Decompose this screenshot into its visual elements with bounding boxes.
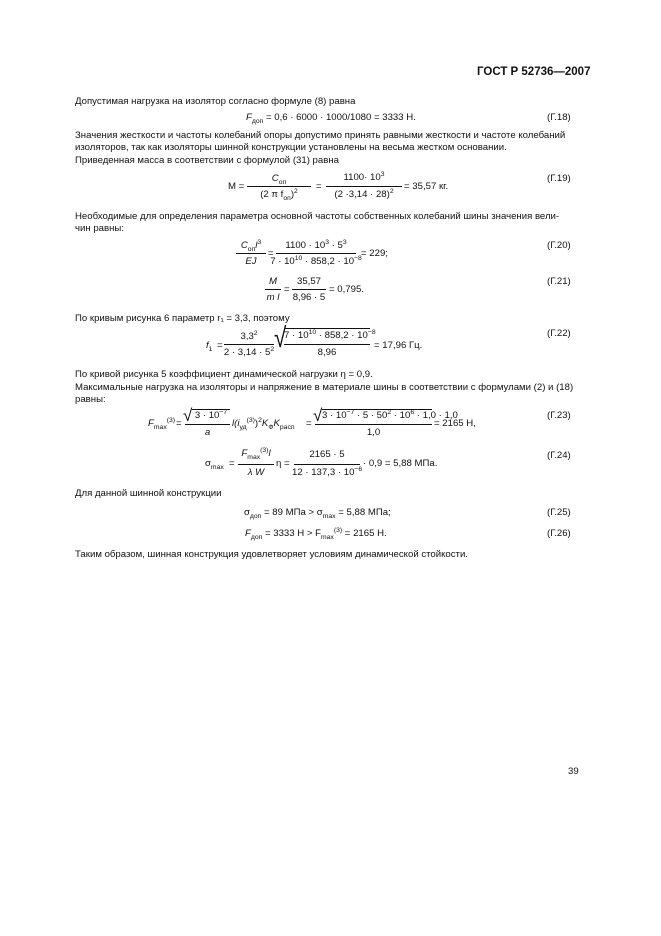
fraction-bar (276, 253, 356, 254)
eq-term: · 1,0 · 1,0 (414, 410, 458, 421)
fraction-numerator (247, 173, 311, 184)
eq-superscript: 2 (258, 416, 262, 424)
eq-term: = 2165 Н. (342, 528, 387, 539)
eq-subscript: доп (249, 512, 262, 520)
eq-equals: = (316, 181, 322, 192)
eq-subscript: доп (250, 533, 263, 541)
paragraph: Значения жесткости и частоты колебаний опоры допустимо принять равными жесткости и частоте колебаний (75, 130, 566, 141)
eq-symbol: F (241, 448, 248, 459)
eq-equals: = (229, 458, 235, 469)
paragraph: Для данной шинной конструкции (75, 488, 222, 499)
fraction-denominator: EJ (245, 256, 257, 267)
equation-number: (Г.25) (547, 507, 571, 518)
equation-number: (Г.23) (547, 410, 571, 421)
eq-term: = 89 МПа > σ (261, 507, 323, 518)
eq-subscript: 1 (208, 345, 213, 353)
eq-result: = 229; (361, 248, 388, 259)
equation-number: (Г.24) (547, 450, 571, 461)
eq-superscript: (3) (333, 526, 343, 534)
eq-term: ) (290, 189, 295, 200)
fraction-denominator (270, 256, 362, 267)
eq-symbol: F (148, 418, 154, 429)
eq-term: l(i (232, 418, 240, 429)
eq-term-group (232, 418, 295, 429)
eq-subscript: оп (283, 194, 291, 202)
eq-term: = 5,88 МПа; (335, 507, 391, 518)
eq-subscript: max (247, 453, 261, 461)
fraction-denominator (326, 189, 402, 200)
eq-superscript: 2 (253, 329, 258, 337)
fraction-denominator (222, 347, 276, 358)
paragraph: Допустимая нагрузка на изолятор согласно формуле (8) равна (75, 96, 356, 107)
eq-equals: = (306, 418, 312, 429)
equation-number: (Г.20) (547, 240, 571, 251)
eq-lhs (205, 458, 224, 469)
eq-lhs (148, 418, 175, 429)
eq-lhs (206, 340, 212, 351)
eq-superscript: −7 (346, 408, 355, 416)
eq-term: 1100· 10 (343, 172, 381, 183)
fraction-denominator (247, 189, 311, 200)
eq-term: 3 · 10 (194, 410, 220, 421)
eq-superscript: −6 (354, 465, 363, 473)
fraction-denominator: m l (266, 292, 280, 303)
fraction-bar (292, 289, 326, 290)
document-header: ГОСТ Р 52736—2007 (477, 66, 591, 78)
eq-term: · 858,2 · 10 (316, 330, 368, 341)
eq-superscript: 10 (294, 254, 303, 262)
fraction-bar (315, 424, 432, 425)
eq-eta: η = (276, 458, 290, 469)
paragraph: По кривой рисунка 5 коэффициент динамической нагрузки η = 0,9. (75, 369, 373, 380)
eq-superscript: 2 (387, 408, 392, 416)
eq-term: 1100 · 10 (285, 240, 326, 251)
fraction-bar (224, 344, 274, 345)
eq-lhs: M = (228, 181, 245, 192)
fraction-denominator: 1,0 (366, 427, 381, 438)
fraction-bar (265, 289, 281, 290)
eq-symbol: C (240, 240, 248, 251)
eq-equals: = (284, 284, 290, 295)
square-root-sign: √ (183, 406, 193, 425)
eq-subscript: оп (247, 245, 256, 253)
eq-superscript: 3 (325, 238, 329, 246)
eq-superscript: −8 (367, 328, 376, 336)
fraction-numerator (224, 331, 274, 342)
eq-result: · 0,9 = 5,88 МПа. (363, 458, 438, 469)
eq-superscript: (3) (260, 446, 269, 454)
eq-subscript: расп (279, 423, 295, 431)
eq-term: 3 · 10 (322, 410, 347, 421)
radical-overbar (284, 328, 370, 329)
fraction-bar (236, 253, 266, 254)
fraction-denominator: 8,96 · 5 (292, 292, 326, 303)
paragraph: Максимальные нагрузка на изоляторы и напряжение в материале шины в соответствии с формулами (2) и (18) (75, 382, 574, 393)
equation-g26 (245, 528, 387, 539)
eq-term: 7 · 10 (270, 256, 295, 267)
paragraph: Таким образом, шинная конструкция удовлетворяет условиям динамической стойкости. (75, 549, 468, 560)
eq-subscript: max (153, 423, 167, 431)
equation-number: (Г.18) (547, 112, 571, 123)
equation-g25 (244, 507, 391, 518)
square-root-sign: √ (274, 322, 287, 353)
eq-superscript: 3 (342, 238, 347, 246)
eq-symbol: C (271, 173, 279, 184)
paragraph: Приведенная масса в соответствии с формулой (31) равна (75, 155, 339, 166)
fraction-numerator (238, 448, 274, 459)
eq-term: ) (254, 418, 259, 429)
eq-subscript: доп (251, 117, 264, 125)
eq-term: · 5 · 50 (354, 410, 388, 421)
fraction-numerator: 2165 · 5 (309, 449, 345, 460)
eq-superscript: 3 (257, 238, 262, 246)
equation-number: (Г.26) (547, 528, 571, 539)
eq-superscript: 3 (380, 170, 385, 178)
eq-superscript: 2 (270, 345, 275, 353)
eq-term: 3,3 (240, 331, 254, 342)
eq-term: 7 · 10 (284, 330, 309, 341)
fraction-bar (294, 464, 360, 465)
eq-superscript: 6 (410, 408, 415, 416)
equation-number: (Г.21) (547, 276, 571, 287)
eq-superscript: 2 (294, 187, 298, 195)
paragraph: равны: (75, 394, 106, 405)
fraction-numerator (326, 172, 402, 183)
fraction-numerator (276, 240, 356, 251)
eq-symbol: σ (244, 507, 250, 518)
eq-expression: = 0,6 · 6000 · 1000/1080 = 3333 Н. (263, 112, 416, 123)
eq-equals: = (176, 418, 182, 429)
eq-symbol: K (261, 418, 269, 429)
eq-subscript: Ф (268, 423, 274, 431)
eq-superscript: (3) (246, 416, 255, 424)
fraction-denominator (292, 467, 362, 478)
eq-equals: = (217, 340, 223, 351)
eq-term: · 858,2 · 10 (302, 256, 355, 267)
eq-term: (2 π f (260, 189, 284, 200)
eq-result: = 17,96 Гц. (374, 340, 423, 351)
eq-superscript: 10 (308, 328, 317, 336)
eq-term: = 3333 Н > F (262, 528, 321, 539)
square-root-sign: √ (313, 406, 323, 425)
fraction-numerator (284, 328, 376, 341)
eq-result: = 35,57 кг. (404, 181, 449, 192)
eq-superscript: 2 (389, 187, 394, 195)
eq-symbol: F (246, 112, 252, 123)
page-number: 39 (568, 766, 579, 777)
fraction-bar (247, 186, 311, 187)
fraction-bar (284, 344, 370, 345)
paragraph: Необходимые для определения параметра основной частоты собственных колебаний шины значения вели- (75, 211, 560, 222)
eq-symbol: f (206, 340, 209, 351)
fraction-denominator: a (204, 427, 211, 438)
eq-symbol: K (273, 418, 280, 429)
equation-g18 (246, 112, 416, 123)
eq-subscript: max (322, 512, 336, 520)
eq-superscript: (3) (166, 416, 176, 424)
fraction-numerator: 35,57 (296, 276, 321, 287)
paragraph: По кривым рисунка 6 параметр r₁ = 3,3, поэтому (75, 313, 290, 324)
eq-symbol: σ (205, 458, 211, 469)
eq-superscript: −8 (354, 254, 362, 262)
eq-term: · 5 (328, 240, 343, 251)
fraction-denominator: 8,96 (317, 347, 337, 358)
eq-term: 12 · 137,3 · 10 (292, 467, 355, 478)
equation-number: (Г.22) (547, 328, 571, 339)
paragraph: изоляторов, так как изоляторы шинной конструкции установлены на весьма жестком основании. (75, 142, 507, 153)
paragraph: чин равны: (75, 223, 124, 234)
eq-result: = 0,795. (329, 284, 364, 295)
eq-symbol: F (245, 528, 251, 539)
eq-term: · 10 (391, 410, 411, 421)
eq-equals: = (268, 248, 274, 259)
eq-subscript: оп (278, 178, 287, 186)
eq-subscript: max (320, 533, 334, 541)
eq-subscript: max (210, 463, 224, 471)
fraction-numerator: M (269, 276, 277, 287)
equation-number: (Г.19) (547, 173, 571, 184)
fraction-bar (185, 424, 230, 425)
eq-superscript: −7 (219, 408, 228, 416)
fraction-denominator: λ W (247, 467, 265, 478)
fraction-bar (238, 464, 274, 465)
eq-symbol: l (268, 448, 271, 459)
eq-symbol: l (255, 240, 258, 251)
fraction-numerator (236, 240, 266, 251)
eq-term: 2 · 3,14 · 5 (223, 347, 271, 358)
fraction-numerator (192, 410, 230, 421)
eq-result: = 2165 Н, (434, 418, 476, 429)
eq-term: (2 ·3,14 · 28) (334, 189, 390, 200)
eq-subscript: уд (239, 423, 247, 431)
